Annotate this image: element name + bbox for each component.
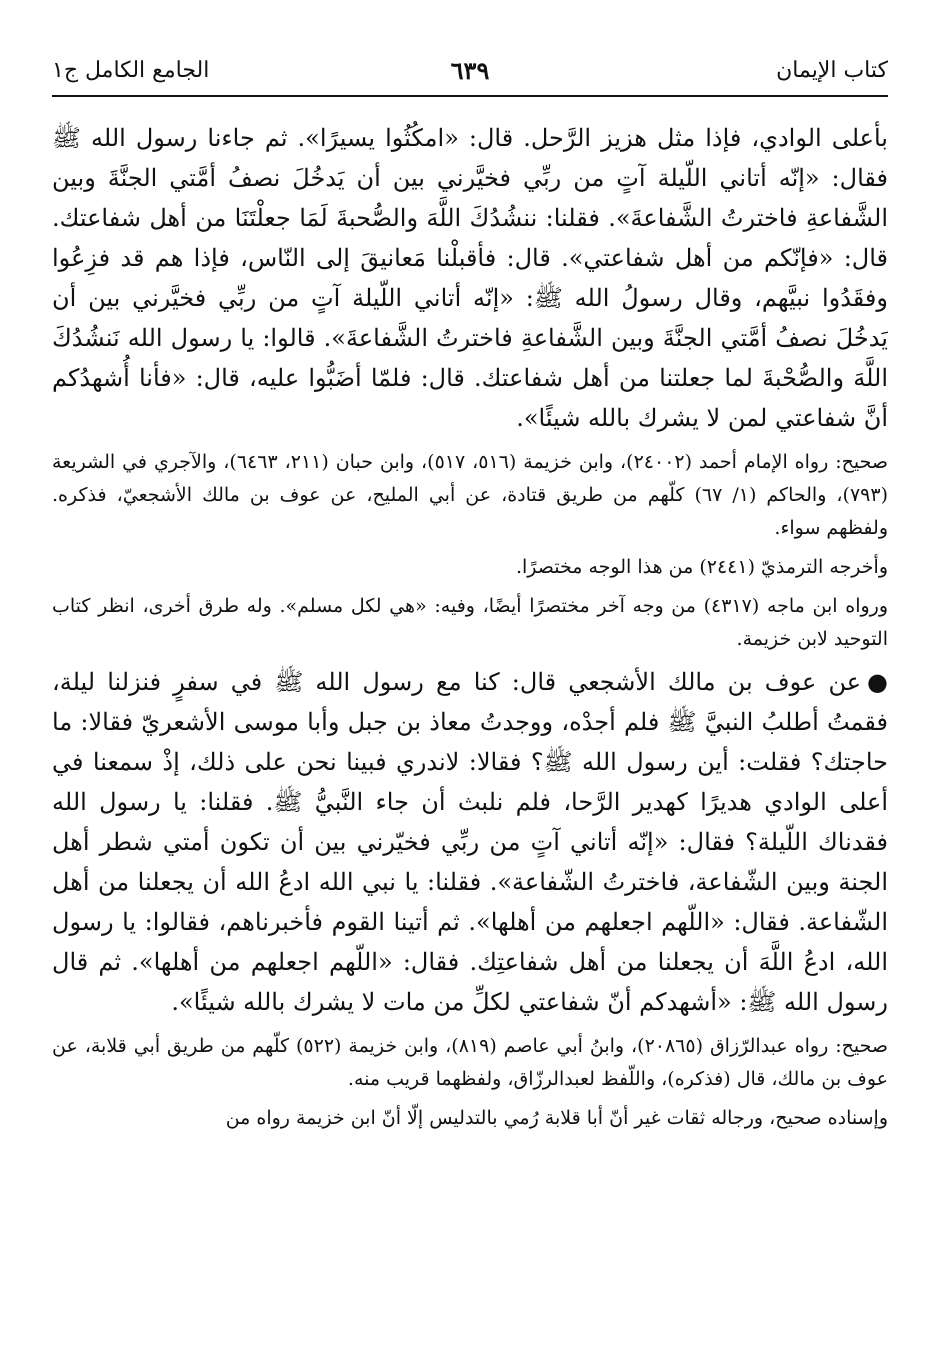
- header-rule: [52, 95, 888, 97]
- takhrij-note: صحيح: رواه عبدالرّزاق (٢٠٨٦٥)، وابنُ أبي عاصم (٨١٩)، وابن خزيمة (٥٢٢) كلّهم من طريق أبي قلابة، عن عوف بن مالك، قال (فذكره)، واللّفظ لعبدالرزّاق، ولفظهما قريب منه.: [52, 1035, 888, 1090]
- page-body: [52, 118, 888, 1352]
- hadith-text: عن عوف بن مالك الأشجعي قال: كنا مع رسول الله ﷺ في سفرٍ فنزلنا ليلة، فقمتُ أطلبُ النبيَّ ﷺ فلم أجدْه، ووجدتُ معاذ بن جبل وأبا موسى الأشعريّ فقالا: ما حاجتك؟ فقلت: أين رسول الله ﷺ؟ فقالا: لاندري فبينا نحن على ذلك، إذْ سمعنا في أعلى الوادي هديرًا كهدير الرَّحا، فلم نلبث أن جاء النَّبيُّ ﷺ. فقلنا: يا رسول الله فقدناك اللّيلة؟ فقال: «إنّه أتاني آتٍ من ربِّي فخيّرني بين أن تكون أمتي شطر أهل الجنة وبين الشّفاعة، فاخترتُ الشّفاعة». فقلنا: يا نبي الله ادعُ الله أن يجعلنا من أهل الشّفاعة. فقال: «اللّهم اجعلهم من أهلها». ثم أتينا القوم فأخبرناهم، فقالوا: يا رسول الله، ادعُ اللَّهَ أن يجعلنا من أهل شفاعتِك. فقال: «اللّهم اجعلهم من أهلها». ثم قال رسول الله ﷺ: «أشهدكم أنّ شفاعتي لكلِّ من مات لا يشرك بالله شيئًا».: [52, 668, 888, 1016]
- running-header: [52, 54, 888, 94]
- hadith-text: بأعلى الوادي، فإذا مثل هزيز الرَّحل. قال: «امكُثُوا يسيرًا». ثم جاءنا رسول الله ﷺ فقال: «إنّه أتاني اللّيلة آتٍ من ربِّي فخيَّرني بين أن يَدخُلَ نصفُ أمَّتي الجنَّةَ وبين الشَّفاعةِ فاخترتُ الشَّفاعةَ». فقلنا: ننشُدُكَ اللَّهَ والصُّحبةَ لَمَا جعلْتَنَا من أهل شفاعتك. قال: «فإنّكم من أهل شفاعتي». قال: فأقبلْنا مَعانيقَ إلى النّاس، فإذا هم قد فزِعُوا وفقَدُوا نبيَّهم، وقال رسولُ الله ﷺ: «إنّه أتاني اللّيلة آتٍ من ربِّي فخيَّرني بين أن يَدخُلَ نصفُ أمَّتي الجنَّةَ وبين الشَّفاعةِ فاخترتُ الشَّفاعةَ». قالوا: يا رسول الله نَنشُدُكَ اللَّهَ والصُّحْبةَ لما جعلتنا من أهل شفاعتك. قال: فلمّا أضَبُّوا عليه، قال: «فأنا أُشهدُكم أنَّ شفاعتي لمن لا يشرك بالله شيئًا».: [52, 124, 888, 432]
- takhrij-note: وإسناده صحيح، ورجاله ثقات غير أنّ أبا قلابة رُمي بالتدليس إلّا أنّ ابن خزيمة رواه من: [225, 1107, 888, 1129]
- hadith-entry: [52, 662, 888, 1022]
- takhrij-note: وأخرجه الترمذيّ (٢٤٤١) من هذا الوجه مختصرًا.: [515, 556, 888, 578]
- book-title: كتاب الإيمان: [776, 58, 888, 83]
- takhrij-note: صحيح: رواه الإمام أحمد (٢٤٠٠٢)، وابن خزيمة (٥١٦، ٥١٧)، وابن حبان (٢١١، ٦٤٦٣)، والآجري في الشريعة (٧٩٣)، والحاكم (١/ ٦٧) كلّهم من طريق قتادة، عن أبي المليح، عن عوف بن مالك الأشجعيّ، فذكره. ولفظهم سواء.: [52, 451, 888, 539]
- takhrij-note: ورواه ابن ماجه (٤٣١٧) من وجه آخر مختصرًا أيضًا، وفيه: «هي لكل مسلم». وله طرق أخرى، انظر كتاب التوحيد لابن خزيمة.: [52, 595, 888, 650]
- volume-title: الجامع الكامل ج١: [52, 58, 210, 83]
- page-number: ٦٣٩: [450, 56, 490, 85]
- bullet-marker: ●: [867, 668, 888, 696]
